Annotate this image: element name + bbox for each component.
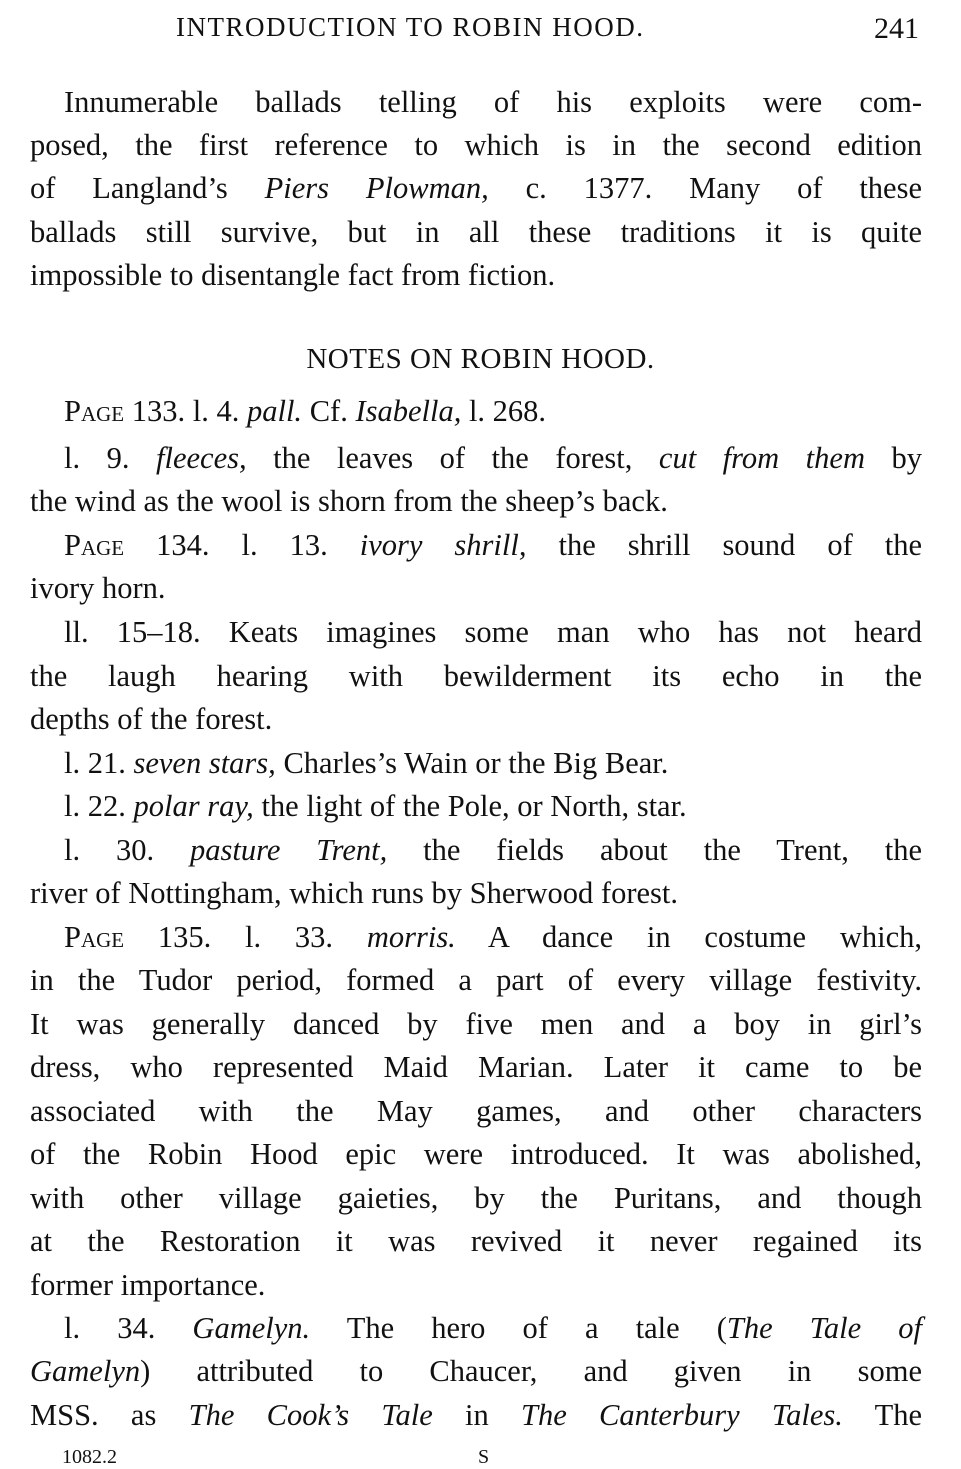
text-segment: associated with the May games, and other characters: [30, 1094, 922, 1128]
text-line: [30, 1353, 922, 1389]
text-segment: in: [432, 1398, 522, 1432]
italic-text: seven stars,: [133, 746, 276, 780]
text-segment: with other village gaieties, by the Puritans, and though: [30, 1181, 922, 1215]
text-line: [64, 832, 922, 868]
text-line: [30, 1180, 922, 1216]
text-segment: l. 9.: [64, 441, 157, 475]
italic-text: polar ray,: [133, 789, 254, 823]
text-segment: The hero of a tale (: [310, 1311, 727, 1345]
small-caps-text: Page: [64, 528, 125, 562]
italic-text: morris.: [366, 920, 456, 954]
text-segment: l. 268.: [461, 394, 547, 428]
text-segment: ballads still survive, but in all these traditions it is quite: [30, 215, 922, 249]
text-segment: A dance in costume which,: [455, 920, 922, 954]
page-number: 241: [874, 12, 919, 45]
italic-text: pasture Trent,: [190, 833, 388, 867]
text-line: [64, 788, 922, 824]
text-segment: the wind as the wool is shorn from the sheep’s back.: [30, 484, 668, 518]
text-line: [30, 875, 922, 911]
text-segment: Cf.: [302, 394, 356, 428]
text-segment: l. 34.: [64, 1311, 193, 1345]
text-segment: river of Nottingham, which runs by Sherwood forest.: [30, 876, 679, 910]
text-segment: the laugh hearing with bewilderment its echo in the: [30, 659, 922, 693]
text-line: [30, 701, 922, 737]
italic-text: Gamelyn: [30, 1354, 141, 1388]
text-segment: the shrill sound of the: [526, 528, 922, 562]
text-segment: ) attributed to Chaucer, and given in some: [140, 1354, 922, 1388]
text-segment: dress, who represented Maid Marian. Later it came to be: [30, 1050, 922, 1084]
text-segment: MSS. as: [30, 1398, 189, 1432]
text-segment: ll. 15–18. Keats imagines some man who has not heard: [64, 615, 922, 649]
text-segment: posed, the first reference to which is in the second edition: [30, 128, 922, 162]
text-segment: ivory horn.: [30, 571, 166, 605]
italic-text: Gamelyn.: [192, 1311, 311, 1345]
italic-text: Isabella,: [355, 394, 462, 428]
italic-text: The Cook’s Tale: [188, 1398, 433, 1432]
text-segment: depths of the forest.: [30, 702, 273, 736]
text-line: [30, 257, 922, 293]
text-segment: of Langland’s: [30, 171, 265, 205]
text-line: [64, 440, 922, 476]
text-segment: The: [842, 1398, 922, 1432]
italic-text: The Canterbury Tales.: [521, 1398, 843, 1432]
small-caps-text: Page: [64, 394, 125, 428]
text-segment: NOTES ON ROBIN HOOD.: [306, 343, 655, 375]
text-segment: l. 22.: [64, 789, 134, 823]
text-segment: Charles’s Wain or the Big Bear.: [275, 746, 669, 780]
text-line: [64, 84, 922, 120]
text-segment: l. 21.: [64, 746, 134, 780]
text-line: [30, 1093, 922, 1129]
text-segment: in the Tudor period, formed a part of every village festivity.: [30, 963, 922, 997]
text-segment: Innumerable ballads telling of his exploits were com-: [64, 85, 922, 119]
text-line: [64, 614, 922, 650]
text-line: [30, 1223, 922, 1259]
text-line: [30, 1136, 922, 1172]
text-line: [30, 962, 922, 998]
text-segment: by: [864, 441, 922, 475]
text-line: [64, 527, 922, 563]
text-line: [30, 170, 922, 206]
italic-text: cut from them: [658, 441, 865, 475]
text-segment: 133. l. 4.: [124, 394, 247, 428]
text-segment: the fields about the Trent, the: [387, 833, 922, 867]
text-line: [64, 1310, 922, 1346]
text-line: [30, 1049, 922, 1085]
signature-mark: S: [478, 1446, 490, 1468]
text-line: [64, 919, 922, 955]
italic-text: fleeces,: [156, 441, 247, 475]
italic-text: Piers Plowman,: [264, 171, 489, 205]
text-line: [30, 658, 922, 694]
text-line: [30, 1267, 922, 1303]
text-segment: the leaves of the forest,: [246, 441, 659, 475]
text-line: [30, 570, 922, 606]
section-heading: [0, 341, 961, 377]
text-line: [30, 214, 922, 250]
running-title: INTRODUCTION TO ROBIN HOOD.: [176, 12, 645, 42]
text-segment: c. 1377. Many of these: [488, 171, 923, 205]
italic-text: pall.: [246, 394, 303, 428]
press-mark: 1082.2: [62, 1446, 117, 1468]
text-segment: 135. l. 33.: [124, 920, 367, 954]
text-segment: former importance.: [30, 1268, 266, 1302]
text-segment: impossible to disentangle fact from fiction.: [30, 258, 556, 292]
small-caps-text: Page: [64, 920, 125, 954]
italic-text: The Tale of: [726, 1311, 922, 1345]
text-segment: l. 30.: [64, 833, 191, 867]
text-segment: at the Restoration it was revived it never regained its: [30, 1224, 922, 1258]
italic-text: ivory shrill,: [359, 528, 527, 562]
text-segment: the light of the Pole, or North, star.: [253, 789, 687, 823]
text-segment: 134. l. 13.: [124, 528, 360, 562]
text-line: [30, 1397, 922, 1433]
text-line: [64, 745, 922, 781]
text-line: [64, 393, 922, 429]
text-segment: of the Robin Hood epic were introduced. It was abolished,: [30, 1137, 922, 1171]
text-segment: It was generally danced by five men and a boy in girl’s: [30, 1007, 922, 1041]
text-line: [30, 483, 922, 519]
text-line: [30, 1006, 922, 1042]
text-line: [30, 127, 922, 163]
